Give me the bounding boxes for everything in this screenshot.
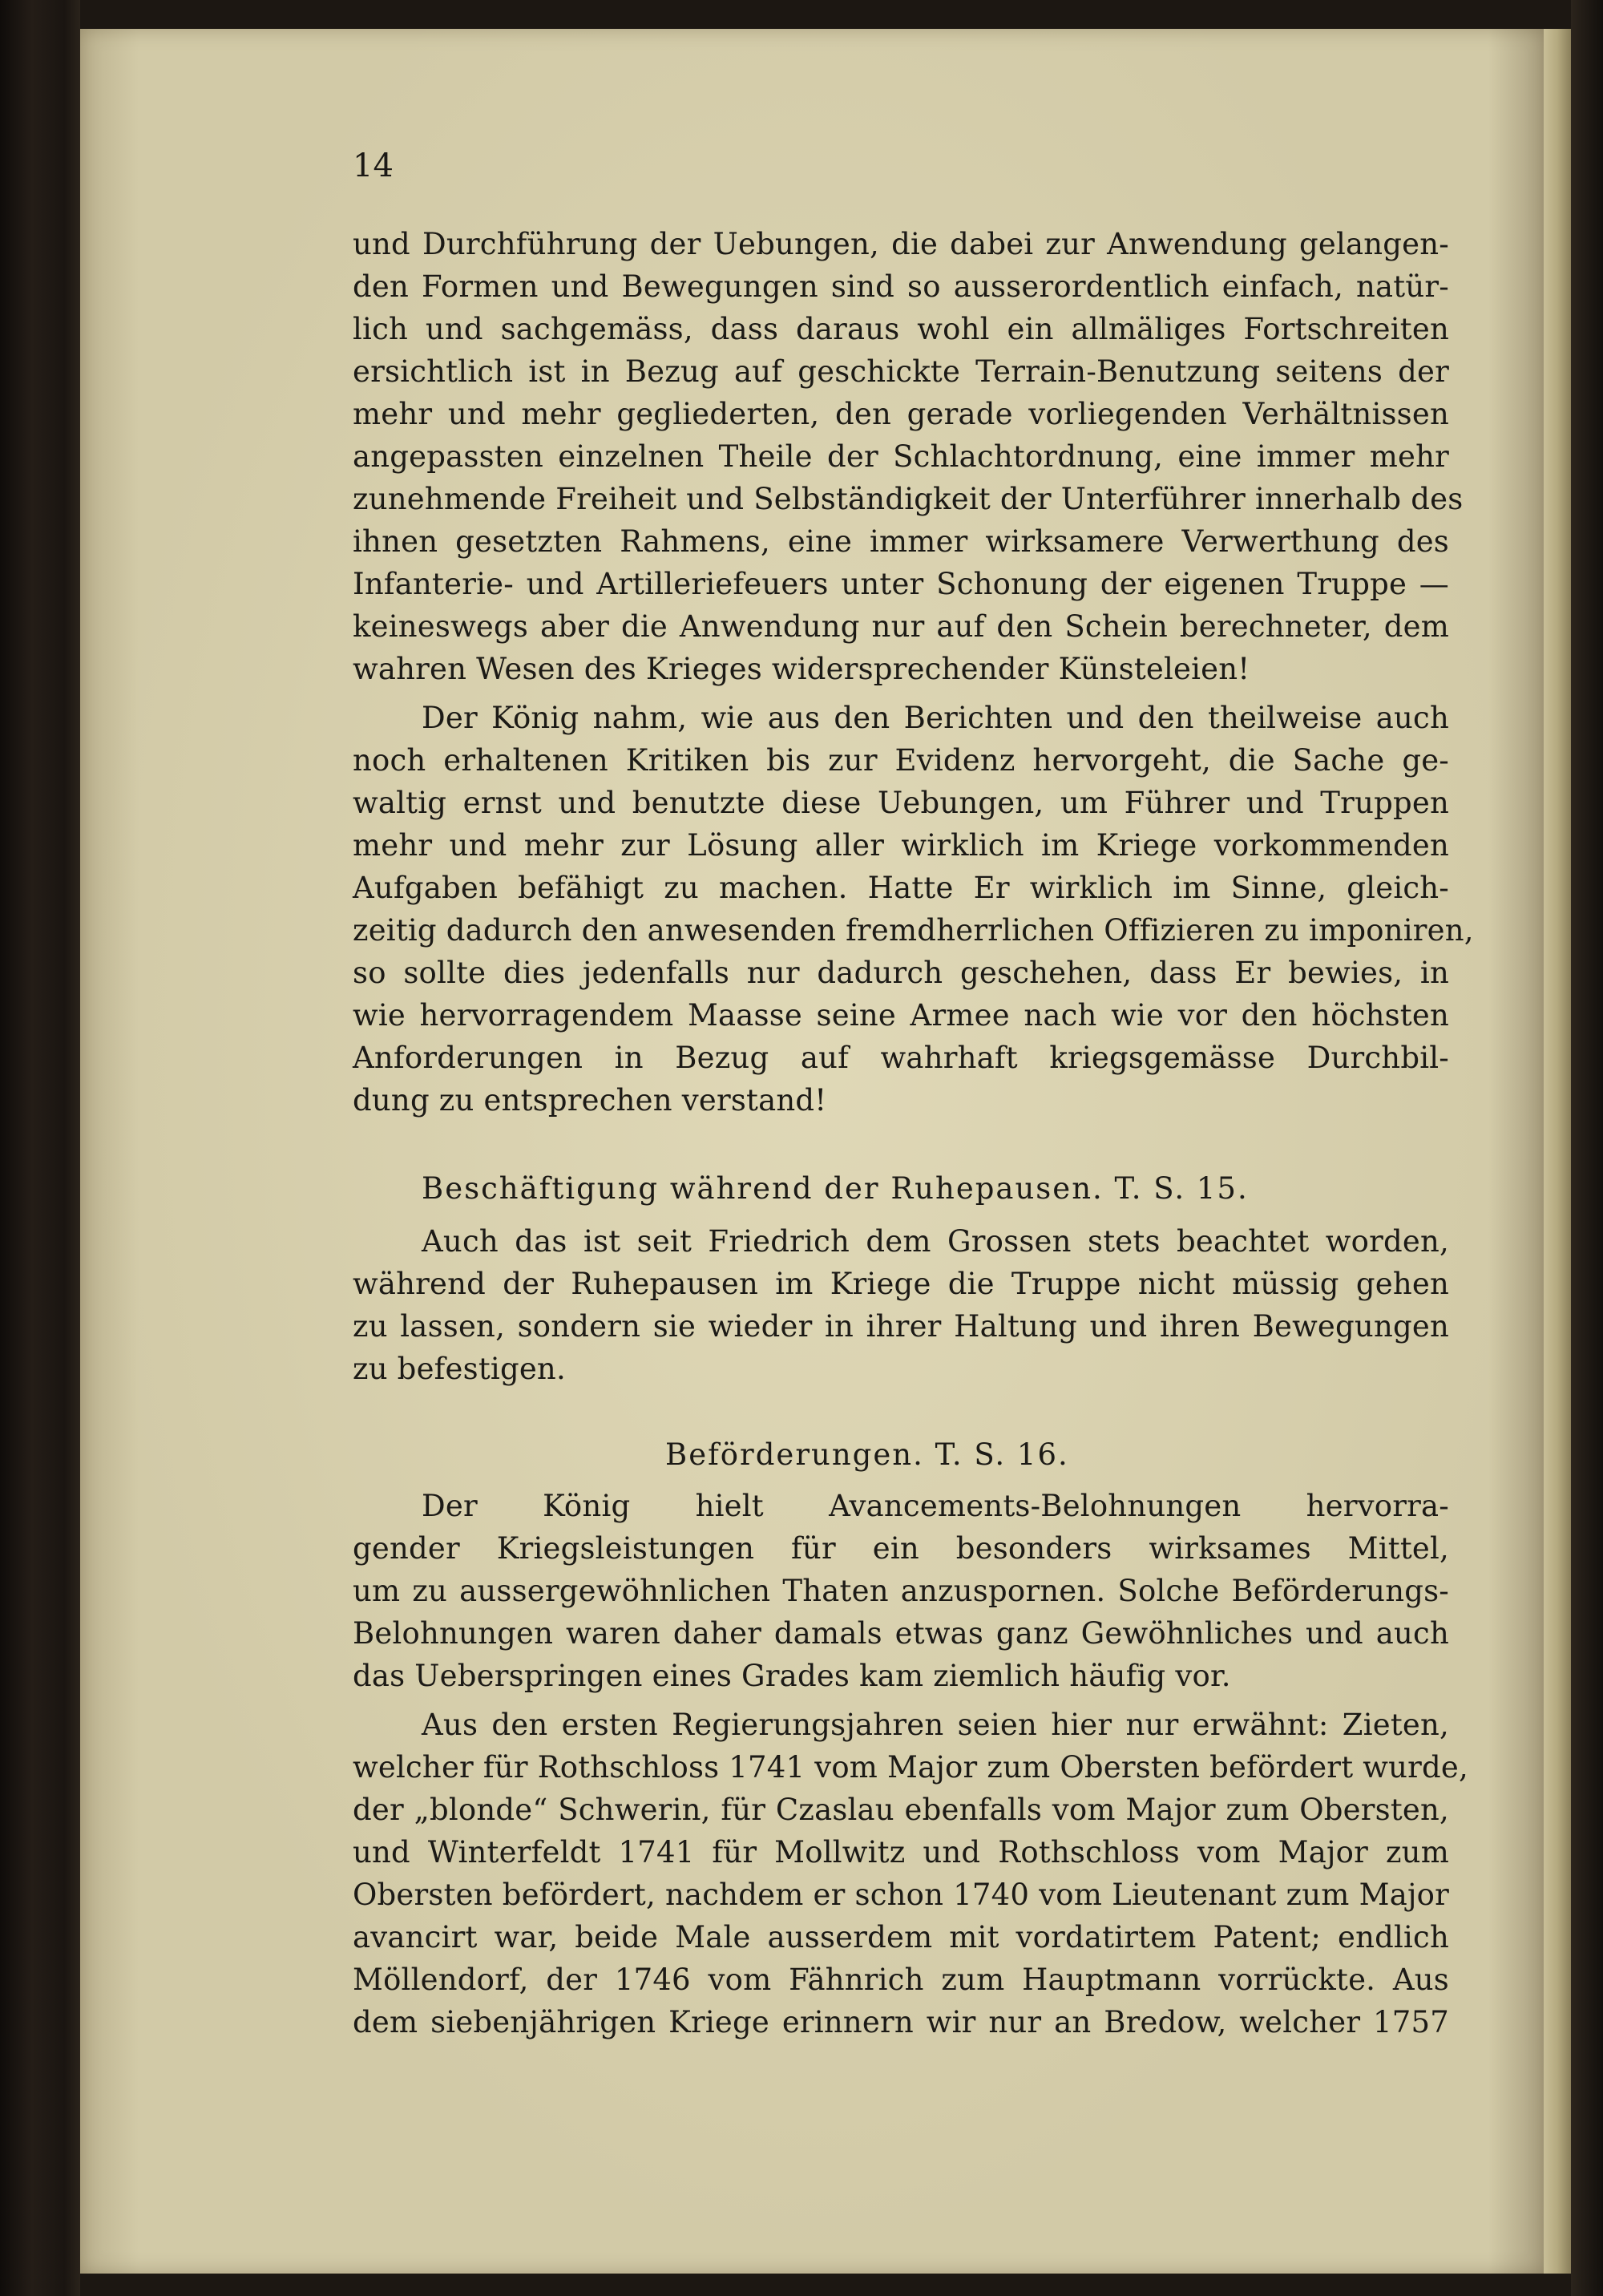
- book-cover-right: [1571, 0, 1603, 2296]
- text-line: Möllendorf, der 1746 vom Fähnrich zum Hauptmann vorrückte. Aus: [353, 1963, 1449, 1997]
- text-line: ersichtlich ist in Bezug auf geschickte Terrain-Benutzung seitens der: [353, 354, 1449, 389]
- text-line: um zu aussergewöhnlichen Thaten anzuspornen. Solche Beförderungs-: [353, 1574, 1449, 1608]
- text-line: so sollte dies jedenfalls nur dadurch geschehen, dass Er bewies, in: [353, 956, 1449, 990]
- text-line: dung zu entsprechen verstand!: [353, 1083, 827, 1118]
- section-heading: Beschäftigung während der Ruhepausen. T. S. 15.: [422, 1171, 1249, 1206]
- text-line: zunehmende Freiheit und Selbständigkeit der Unterführer innerhalb des: [353, 482, 1464, 516]
- text-line: zu lassen, sondern sie wieder in ihrer Haltung und ihren Bewegungen: [353, 1309, 1449, 1344]
- section-heading: Beförderungen. T. S. 16.: [665, 1437, 1069, 1472]
- page-number: 14: [353, 148, 394, 184]
- text-line: ihnen gesetzten Rahmens, eine immer wirksamere Verwerthung des: [353, 524, 1449, 559]
- text-line: Belohnungen waren daher damals etwas ganz Gewöhnliches und auch: [353, 1616, 1449, 1651]
- text-line: Auch das ist seit Friedrich dem Grossen stets beachtet worden,: [422, 1224, 1449, 1259]
- text-line: Der König nahm, wie aus den Berichten und den theilweise auch: [422, 701, 1449, 735]
- text-line: der „blonde“ Schwerin, für Czaslau ebenfalls vom Major zum Obersten,: [353, 1793, 1449, 1827]
- text-line: avancirt war, beide Male ausserdem mit vordatirtem Patent; endlich: [353, 1920, 1449, 1954]
- text-line: zu befestigen.: [353, 1352, 566, 1386]
- text-line: angepassten einzelnen Theile der Schlachtordnung, eine immer mehr: [353, 439, 1449, 474]
- text-line: das Ueberspringen eines Grades kam ziemlich häufig vor.: [353, 1659, 1231, 1693]
- text-line: Der König hielt Avancements-Belohnungen hervorra-: [422, 1489, 1449, 1523]
- text-line: wie hervorragendem Maasse seine Armee nach wie vor den höchsten: [353, 998, 1449, 1033]
- text-line: gender Kriegsleistungen für ein besonders wirksames Mittel,: [353, 1531, 1449, 1566]
- text-line: lich und sachgemäss, dass daraus wohl ein allmäliges Fortschreiten: [353, 312, 1449, 346]
- text-line: und Durchführung der Uebungen, die dabei zur Anwendung gelangen-: [353, 227, 1449, 261]
- text-line: wahren Wesen des Krieges widersprechender Künsteleien!: [353, 652, 1250, 686]
- text-line: welcher für Rothschloss 1741 vom Major zum Obersten befördert wurde,: [353, 1750, 1468, 1785]
- text-line: Obersten befördert, nachdem er schon 1740 vom Lieutenant zum Major: [353, 1878, 1449, 1912]
- text-line: Infanterie- und Artilleriefeuers unter Schonung der eigenen Truppe —: [353, 567, 1449, 601]
- text-line: Aufgaben befähigt zu machen. Hatte Er wirklich im Sinne, gleich-: [353, 871, 1449, 905]
- text-line: keineswegs aber die Anwendung nur auf den Schein berechneter, dem: [353, 609, 1449, 644]
- text-line: mehr und mehr zur Lösung aller wirklich im Kriege vorkommenden: [353, 828, 1449, 863]
- text-line: zeitig dadurch den anwesenden fremdherrlichen Offizieren zu imponiren,: [353, 913, 1474, 948]
- text-line: den Formen und Bewegungen sind so ausserordentlich einfach, natür-: [353, 269, 1449, 304]
- text-line: Aus den ersten Regierungsjahren seien hier nur erwähnt: Zieten,: [422, 1708, 1449, 1742]
- text-line: waltig ernst und benutzte diese Uebungen, um Führer und Truppen: [353, 786, 1449, 820]
- text-line: mehr und mehr gegliederten, den gerade vorliegenden Verhältnissen: [353, 397, 1449, 431]
- text-line: und Winterfeldt 1741 für Mollwitz und Rothschloss vom Major zum: [353, 1835, 1449, 1870]
- book-cover-left: [0, 0, 80, 2296]
- text-line: dem siebenjährigen Kriege erinnern wir nur an Bredow, welcher 1757: [353, 2005, 1449, 2039]
- text-line: Anforderungen in Bezug auf wahrhaft kriegsgemässe Durchbil-: [353, 1041, 1449, 1075]
- text-line: noch erhaltenen Kritiken bis zur Evidenz hervorgeht, die Sache ge-: [353, 743, 1449, 778]
- text-line: während der Ruhepausen im Kriege die Truppe nicht müssig gehen: [353, 1267, 1449, 1301]
- page-edge-right: [1544, 29, 1571, 2274]
